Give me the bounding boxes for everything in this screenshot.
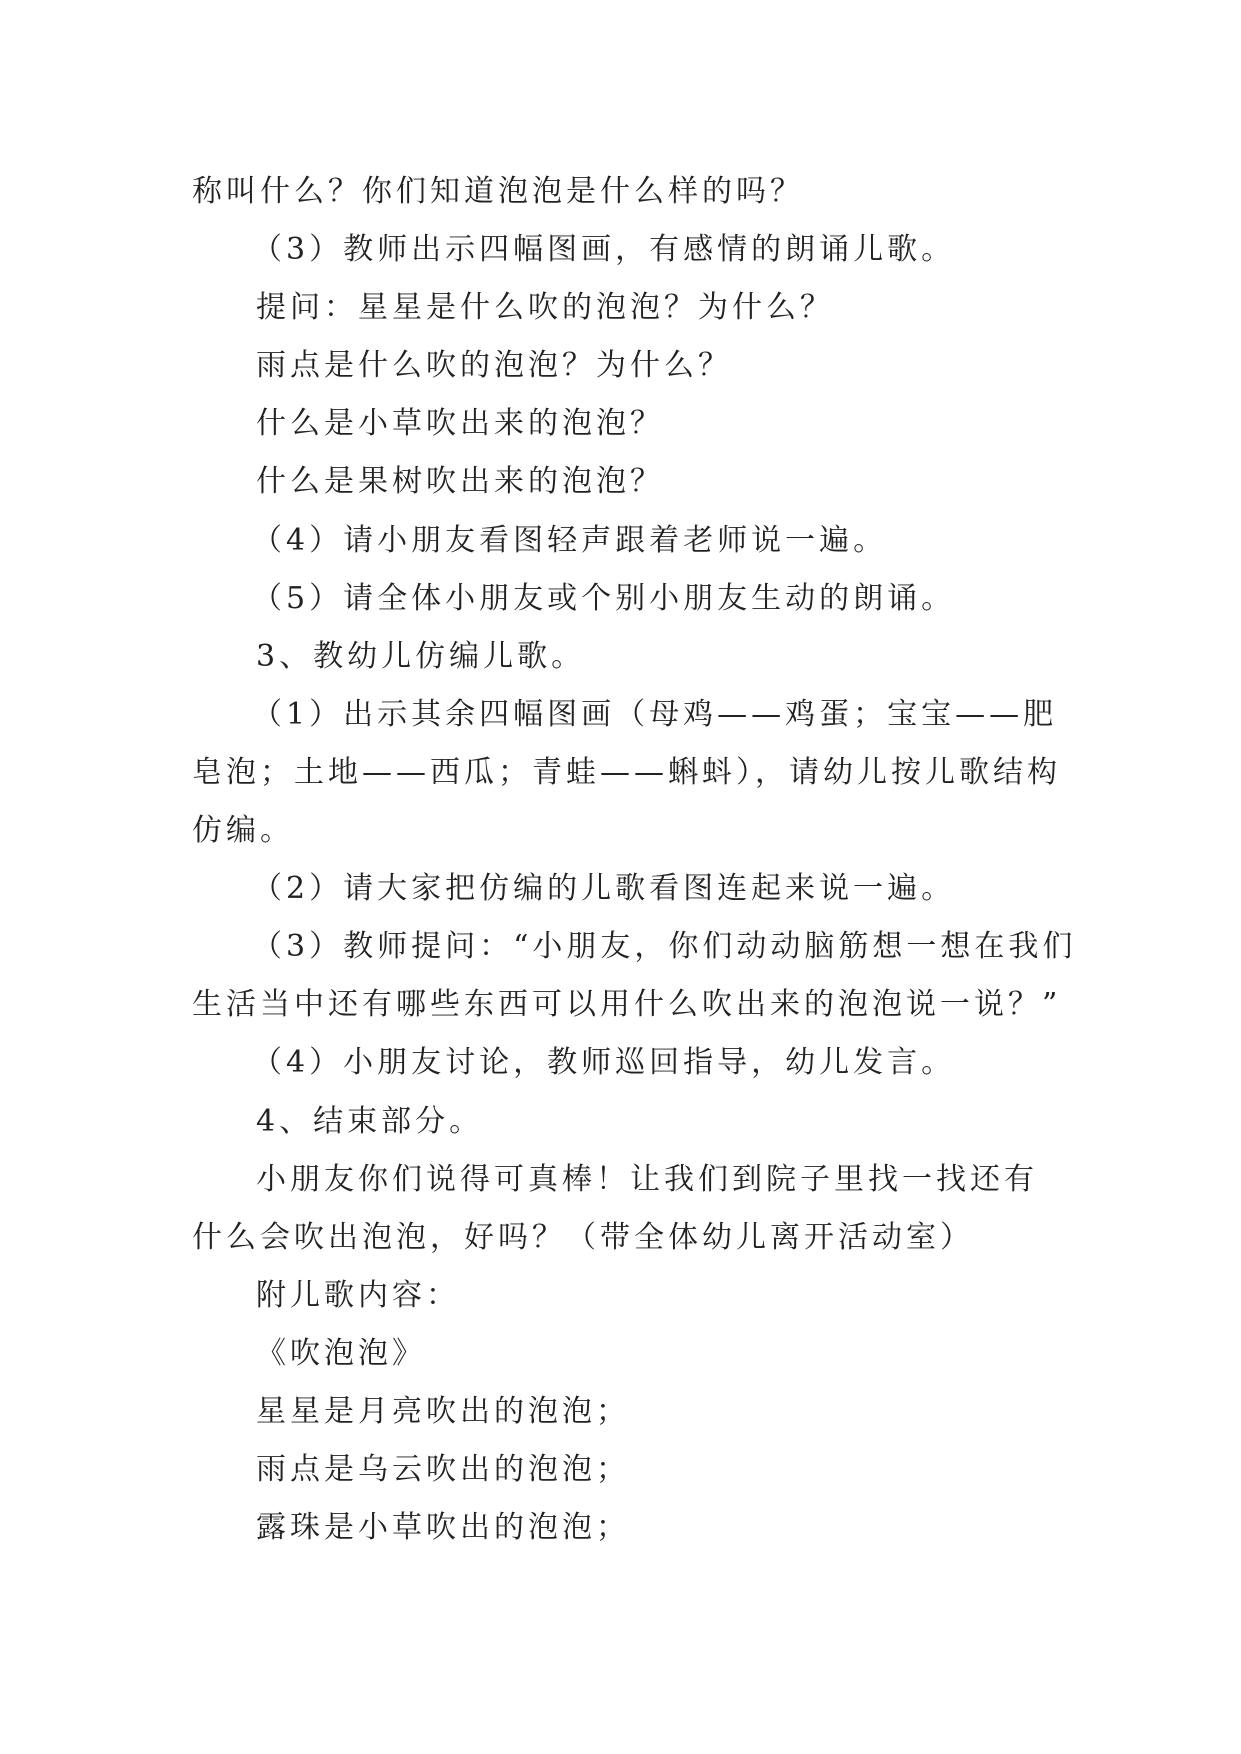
text-line: 提问：星星是什么吹的泡泡？为什么？ bbox=[256, 290, 834, 326]
text-line: （4）小朋友讨论，教师巡回指导，幼儿发言。 bbox=[252, 1045, 956, 1081]
text-line: 什么会吹出泡泡，好吗？（带全体幼儿离开活动室） bbox=[192, 1219, 974, 1255]
poem-line: 雨点是乌云吹出的泡泡； bbox=[256, 1452, 630, 1488]
text-line: 称叫什么？你们知道泡泡是什么样的吗？ bbox=[192, 174, 804, 209]
text-line: 小朋友你们说得可真棒！让我们到院子里找一找还有 bbox=[256, 1161, 1038, 1197]
poem-line: 露珠是小草吹出的泡泡； bbox=[256, 1510, 630, 1546]
poem-line: 星星是月亮吹出的泡泡； bbox=[256, 1393, 630, 1429]
text-line: 皂泡；土地——西瓜；青蛙——蝌蚪），请幼儿按儿歌结构 bbox=[192, 754, 1061, 790]
text-line: （4）请小朋友看图轻声跟着老师说一遍。 bbox=[252, 522, 888, 558]
text-line: 附儿歌内容： bbox=[256, 1277, 460, 1313]
poem-title: 《吹泡泡》 bbox=[256, 1335, 426, 1371]
document-body bbox=[192, 163, 1077, 1557]
text-line: （3）教师提问：“小朋友，你们动动脑筋想一想在我们 bbox=[252, 929, 1077, 965]
section-heading: 4、结束部分。 bbox=[256, 1103, 484, 1139]
text-line: 什么是小草吹出来的泡泡？ bbox=[256, 406, 664, 442]
text-line: （3）教师出示四幅图画，有感情的朗诵儿歌。 bbox=[252, 232, 956, 268]
text-line: 仿编。 bbox=[192, 813, 294, 849]
text-line: （1）出示其余四幅图画（母鸡——鸡蛋；宝宝——肥 bbox=[252, 696, 1058, 732]
text-line: 生活当中还有哪些东西可以用什么吹出来的泡泡说一说？” bbox=[192, 987, 1062, 1023]
text-line: （2）请大家把仿编的儿歌看图连起来说一遍。 bbox=[252, 871, 956, 907]
text-line: 什么是果树吹出来的泡泡？ bbox=[256, 464, 664, 500]
text-line: 雨点是什么吹的泡泡？为什么？ bbox=[256, 348, 732, 384]
section-heading: 3、教幼儿仿编儿歌。 bbox=[256, 638, 586, 674]
text-line: （5）请全体小朋友或个别小朋友生动的朗诵。 bbox=[252, 580, 956, 616]
